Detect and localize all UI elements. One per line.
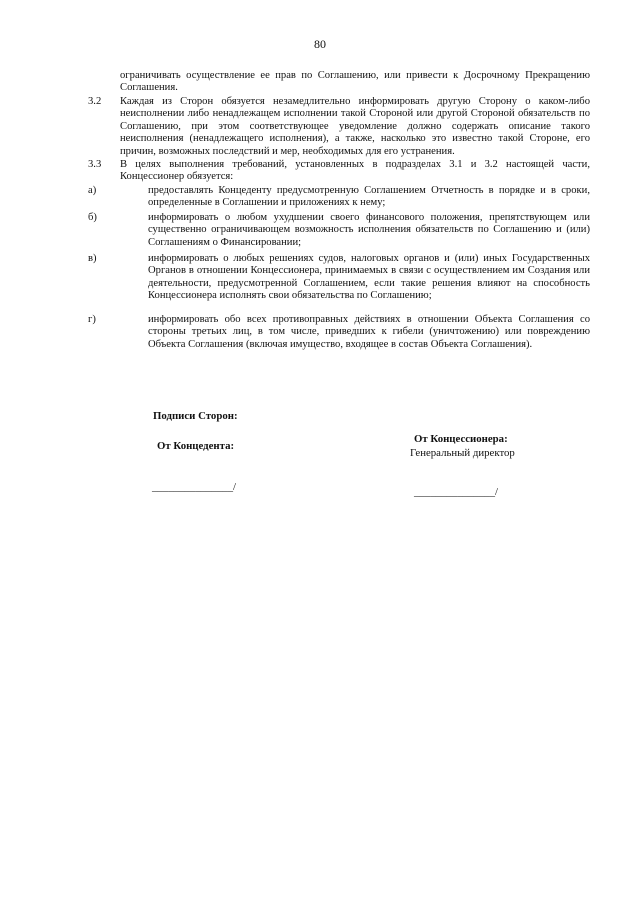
list-marker: г) <box>88 314 96 325</box>
list-item-text: информировать о любых решениях судов, налоговых органов и (или) иных Государственных Органов в отношении Концессионера, принимаемых в связи с осуществлением им Создания или деятельности, предусмотренной Соглашением, если такие решения влияют на способность Концессионера исполнять свои обязательства по Соглашению; <box>148 253 590 302</box>
concessionaire-signature-line: _______________/ <box>414 486 498 498</box>
list-item-v <box>88 253 590 303</box>
list-item-text: информировать обо всех противоправных действиях в отношении Объекта Соглашения со стороны третьих лиц, в том числе, приведших к гибели (уничтожению) или повреждению Объекта Соглашения (включая имущество, входящее в состав Объекта Соглашения). <box>148 314 590 350</box>
list-item-text: предоставлять Концеденту предусмотренную Соглашением Отчетность в порядке и в сроки, определенные в Соглашении и приложениях к нему; <box>148 185 590 209</box>
clause-text: Каждая из Сторон обязуется незамедлительно информировать другую Сторону о каком-либо неисполнении либо ненадлежащем исполнении такой Стороной или другой Стороной обязательств по Соглашению, при этом соответствующее уведомление должно содержать описание такого неисполнения (ненадлежащего исполнения), а также, насколько это известно такой Стороне, его причин, возможных последствий и мер, необходимых для его устранения. <box>120 96 590 157</box>
grantor-signature-line: _______________/ <box>152 481 236 493</box>
clause-number: 3.3 <box>88 159 102 170</box>
clause-continuation <box>88 70 590 95</box>
page-number: 80 <box>314 37 326 51</box>
concessionaire-title: Генеральный директор <box>410 447 515 459</box>
clause-text: В целях выполнения требований, установленных в подразделах 3.1 и 3.2 настоящей части, Концессионер обязуется: <box>120 159 590 183</box>
list-item-text: информировать о любом ухудшении своего финансового положения, препятствующем или существенно ограничивающем возможность исполнения обязательств по Соглашению и (или) Соглашениям о Финансировании; <box>148 212 590 248</box>
clause-3-2 <box>88 96 590 158</box>
concessionaire-label: От Концессионера: <box>414 433 508 445</box>
list-marker: б) <box>88 212 97 223</box>
list-marker: в) <box>88 253 97 264</box>
list-marker: а) <box>88 185 97 196</box>
list-item-g <box>88 314 590 351</box>
list-item-a <box>88 185 590 210</box>
signatures-heading: Подписи Сторон: <box>153 410 238 422</box>
continuation-text: ограничивать осуществление ее прав по Соглашению, или привести к Досрочному Прекращению Соглашения. <box>120 70 590 94</box>
clause-number: 3.2 <box>88 96 102 107</box>
list-item-b <box>88 212 590 249</box>
grantor-label: От Концедента: <box>157 440 235 452</box>
clause-3-3 <box>88 159 590 184</box>
